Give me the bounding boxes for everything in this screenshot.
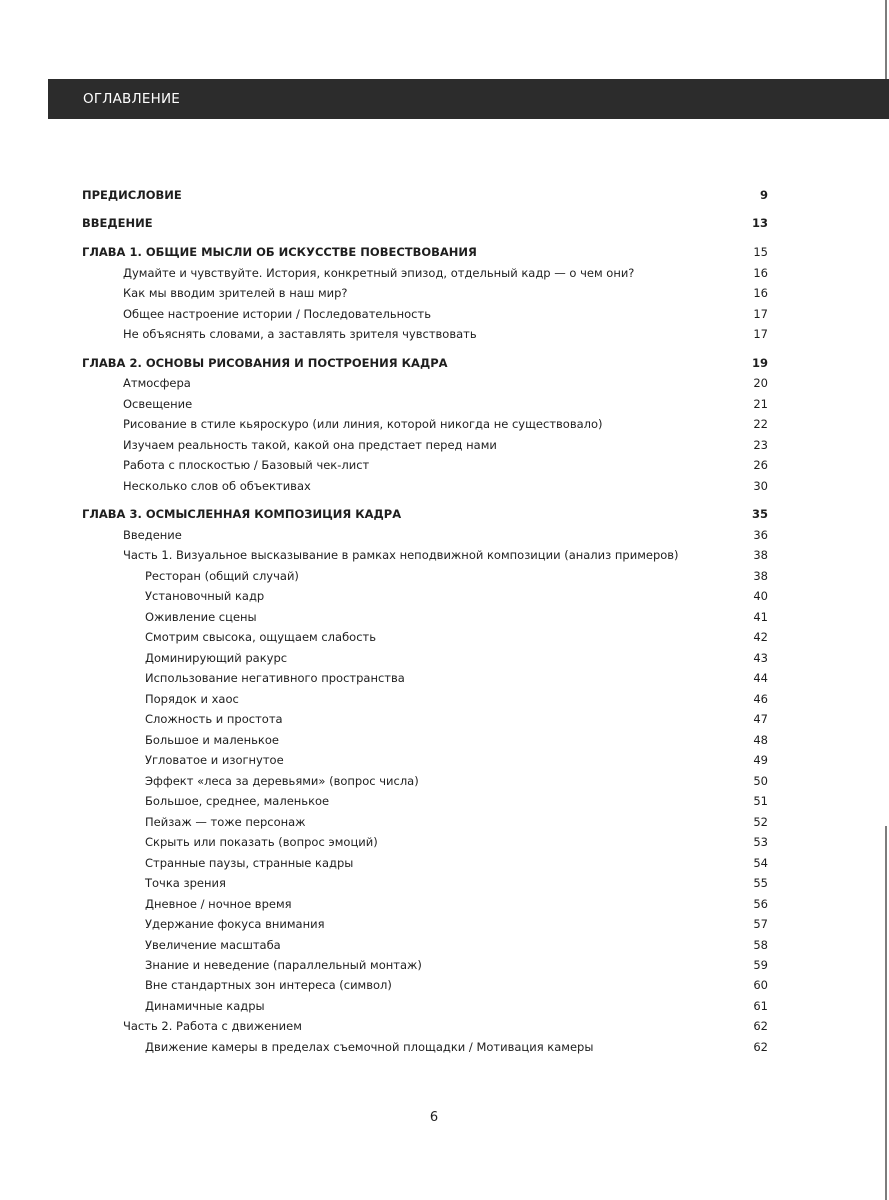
toc-entry-title: Общее настроение истории / Последовательность (123, 307, 431, 321)
toc-subsection-entry (0, 874, 889, 893)
toc-entry-title: Ресторан (общий случай) (145, 569, 299, 583)
toc-subsection-entry (0, 710, 889, 729)
toc-entry-title: Часть 2. Работа с движением (123, 1019, 302, 1033)
toc-chapter-entry (0, 243, 889, 262)
toc-entry-page: 56 (753, 897, 768, 911)
toc-entry-title: Большое и маленькое (145, 733, 279, 747)
toc-subsection-entry (0, 649, 889, 668)
toc-entry-title: Сложность и простота (145, 712, 283, 726)
toc-entry-page: 55 (753, 876, 768, 890)
toc-entry-page: 59 (753, 958, 768, 972)
toc-subsection-entry (0, 772, 889, 791)
toc-entry-page: 41 (753, 610, 768, 624)
toc-entry-title: Думайте и чувствуйте. История, конкретный эпизод, отдельный кадр — о чем они? (123, 266, 635, 280)
toc-entry-title: Странные паузы, странные кадры (145, 856, 354, 870)
toc-entry-title: Как мы вводим зрителей в наш мир? (123, 286, 348, 300)
toc-section-entry (0, 305, 889, 324)
toc-entry-title: Удержание фокуса внимания (145, 917, 325, 931)
toc-entry-page: 44 (753, 671, 768, 685)
toc-entry-title: Несколько слов об объективах (123, 479, 311, 493)
toc-entry-page: 35 (751, 507, 768, 521)
toc-chapter-entry (0, 354, 889, 373)
toc-entry-page: 16 (753, 286, 768, 300)
toc-subsection-entry (0, 854, 889, 873)
toc-entry-page: 17 (753, 327, 768, 341)
toc-subsection-entry (0, 813, 889, 832)
toc-subsection-entry (0, 690, 889, 709)
toc-section-entry (0, 395, 889, 414)
toc-entry-title: Увеличение масштаба (145, 938, 281, 952)
toc-entry-page: 23 (753, 438, 768, 452)
toc-entry-page: 15 (753, 245, 768, 259)
toc-section-entry (0, 456, 889, 475)
toc-entry-title: Работа с плоскостью / Базовый чек-лист (123, 458, 370, 472)
toc-entry-page: 40 (753, 589, 768, 603)
toc-entry-page: 43 (753, 651, 768, 665)
toc-entry-page: 57 (753, 917, 768, 931)
toc-entry-title: Вне стандартных зон интереса (символ) (145, 978, 392, 992)
toc-entry-page: 13 (751, 216, 768, 230)
toc-subsection-entry (0, 997, 889, 1016)
toc-subsection-entry (0, 792, 889, 811)
toc-section-entry (0, 325, 889, 344)
toc-section-entry (0, 546, 889, 565)
toc-chapter-entry (0, 186, 889, 205)
toc-entry-page: 26 (753, 458, 768, 472)
toc-section-entry (0, 415, 889, 434)
toc-entry-page: 62 (753, 1019, 768, 1033)
toc-section-entry (0, 374, 889, 393)
toc-entry-page: 49 (753, 753, 768, 767)
toc-entry-page: 20 (753, 376, 768, 390)
toc-subsection-entry (0, 956, 889, 975)
toc-entry-page: 22 (753, 417, 768, 431)
toc-entry-title: Движение камеры в пределах съемочной площадки / Мотивация камеры (145, 1040, 594, 1054)
toc-entry-page: 52 (753, 815, 768, 829)
toc-subsection-entry (0, 976, 889, 995)
toc-entry-title: Большое, среднее, маленькое (145, 794, 330, 808)
toc-entry-page: 62 (753, 1040, 768, 1054)
toc-section-entry (0, 284, 889, 303)
toc-entry-page: 61 (753, 999, 768, 1013)
toc-section-entry (0, 436, 889, 455)
toc-entry-page: 9 (759, 188, 768, 202)
toc-subsection-entry (0, 936, 889, 955)
toc-entry-page: 38 (753, 548, 768, 562)
toc-entry-page: 48 (753, 733, 768, 747)
page-title: ОГЛАВЛЕНИЕ (83, 91, 180, 107)
toc-entry-page: 42 (753, 630, 768, 644)
toc-entry-title: Динамичные кадры (145, 999, 265, 1013)
toc-section-entry (0, 264, 889, 283)
toc-entry-title: Атмосфера (123, 376, 191, 390)
toc-entry-title: Изучаем реальность такой, какой она предстает перед нами (123, 438, 497, 452)
toc-entry-title: Угловатое и изогнутое (145, 753, 284, 767)
toc-entry-title: Доминирующий ракурс (145, 651, 288, 665)
toc-entry-page: 58 (753, 938, 768, 952)
toc-entry-page: 51 (753, 794, 768, 808)
toc-subsection-entry (0, 669, 889, 688)
toc-entry-page: 16 (753, 266, 768, 280)
toc-section-entry (0, 1017, 889, 1036)
toc-entry-page: 38 (753, 569, 768, 583)
toc-entry-title: Не объяснять словами, а заставлять зрителя чувствовать (123, 327, 477, 341)
toc-chapter-entry (0, 214, 889, 233)
toc-entry-page: 19 (751, 356, 768, 370)
toc-subsection-entry (0, 1038, 889, 1057)
toc-entry-page: 47 (753, 712, 768, 726)
toc-entry-page: 36 (753, 528, 768, 542)
toc-chapter-entry (0, 505, 889, 524)
toc-entry-title: Использование негативного пространства (145, 671, 405, 685)
toc-entry-title: Порядок и хаос (145, 692, 239, 706)
toc-entry-title: Точка зрения (145, 876, 226, 890)
toc-subsection-entry (0, 751, 889, 770)
toc-entry-page: 53 (753, 835, 768, 849)
toc-subsection-entry (0, 915, 889, 934)
toc-subsection-entry (0, 587, 889, 606)
toc-entry-title: ГЛАВА 2. ОСНОВЫ РИСОВАНИЯ И ПОСТРОЕНИЯ КАДРА (82, 356, 448, 370)
toc-entry-title: Часть 1. Визуальное высказывание в рамках неподвижной композиции (анализ примеров) (123, 548, 679, 562)
toc-section-entry (0, 526, 889, 545)
toc-entry-title: Введение (123, 528, 182, 542)
toc-entry-title: Знание и неведение (параллельный монтаж) (145, 958, 422, 972)
toc-entry-title: Установочный кадр (145, 589, 265, 603)
toc-entry-title: ГЛАВА 3. ОСМЫСЛЕННАЯ КОМПОЗИЦИЯ КАДРА (82, 507, 402, 521)
toc-subsection-entry (0, 608, 889, 627)
toc-entry-title: Рисование в стиле кьяроскуро (или линия, которой никогда не существовало) (123, 417, 603, 431)
toc-subsection-entry (0, 567, 889, 586)
toc-entry-title: Оживление сцены (145, 610, 257, 624)
toc-entry-title: Освещение (123, 397, 193, 411)
toc-entry-page: 54 (753, 856, 768, 870)
toc-entry-page: 46 (753, 692, 768, 706)
toc-entry-page: 30 (753, 479, 768, 493)
toc-subsection-entry (0, 833, 889, 852)
toc-entry-page: 60 (753, 978, 768, 992)
toc-subsection-entry (0, 895, 889, 914)
toc-subsection-entry (0, 731, 889, 750)
toc-entry-title: Дневное / ночное время (145, 897, 292, 911)
toc-section-entry (0, 477, 889, 496)
toc-entry-title: Пейзаж — тоже персонаж (145, 815, 306, 829)
toc-entry-page: 50 (753, 774, 768, 788)
toc-entry-title: Смотрим свысока, ощущаем слабость (145, 630, 376, 644)
toc-entry-title: Скрыть или показать (вопрос эмоций) (145, 835, 378, 849)
toc-entry-title: ПРЕДИСЛОВИЕ (82, 188, 182, 202)
toc-entry-title: ВВЕДЕНИЕ (82, 216, 153, 230)
toc-entry-page: 21 (753, 397, 768, 411)
toc-entry-title: ГЛАВА 1. ОБЩИЕ МЫСЛИ ОБ ИСКУССТВЕ ПОВЕСТВОВАНИЯ (82, 245, 477, 259)
toc-entry-title: Эффект «леса за деревьями» (вопрос числа) (145, 774, 419, 788)
toc-subsection-entry (0, 628, 889, 647)
toc-entry-page: 17 (753, 307, 768, 321)
page-number: 6 (429, 1110, 439, 1125)
